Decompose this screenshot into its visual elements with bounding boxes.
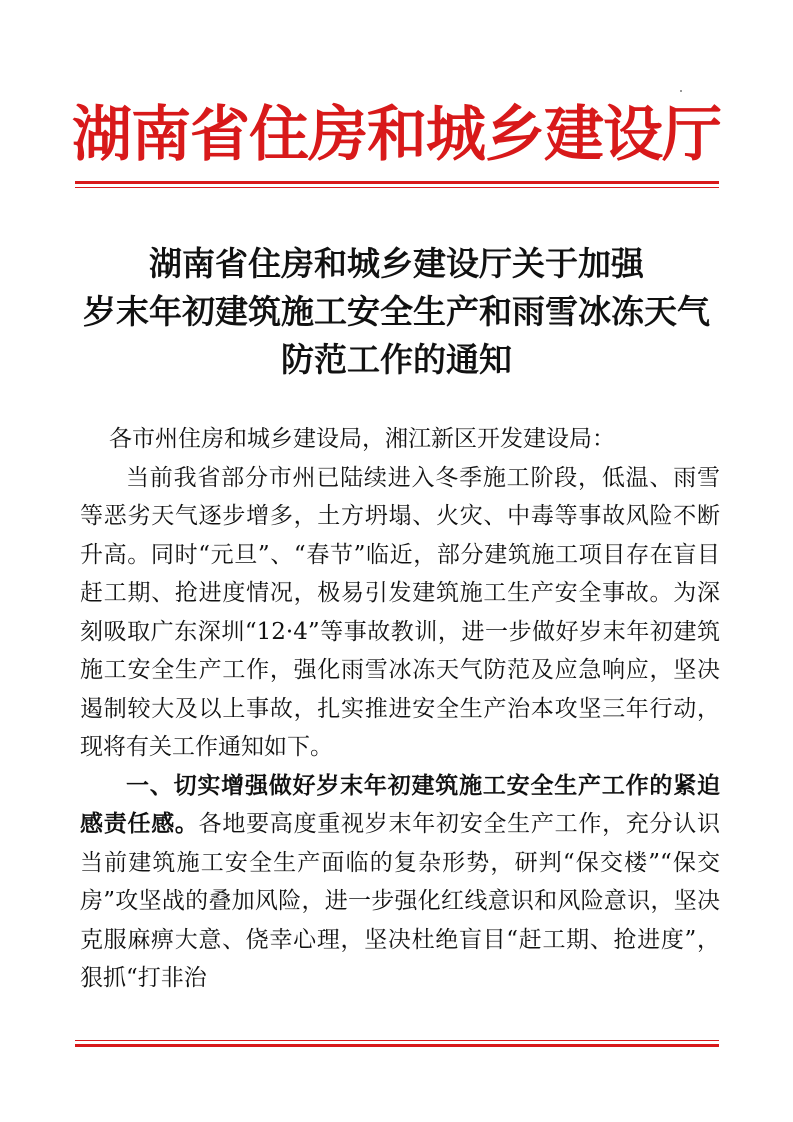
title-line-2: 岁末年初建筑施工安全生产和雨雪冰冻天气 xyxy=(83,292,710,331)
header-rule-thin xyxy=(75,187,719,188)
footer-rule-thick xyxy=(75,1044,719,1047)
scan-speck xyxy=(680,90,682,92)
document-title xyxy=(0,240,793,384)
title-line-1: 湖南省住房和城乡建设厅关于加强 xyxy=(149,244,644,283)
paragraph-intro: 当前我省部分市州已陆续进入冬季施工阶段，低温、雨雪等恶劣天气逐步增多，土方坍塌、火灾、中毒等事故风险不断升高。同时“元旦”、“春节”临近，部分建筑施工项目存在盲目赶工期、抢进度情况，极易引发建筑施工生产安全事故。为深刻吸取广东深圳“12·4”等事故教训，进一步做好岁末年初建筑施工安全生产工作，强化雨雪冰冻天气防范及应急响应，坚决遏制较大及以上事故，扎实推进安全生产治本攻坚三年行动，现将有关工作通知如下。 xyxy=(80,464,720,760)
document-body xyxy=(80,420,720,998)
salutation: 各市州住房和城乡建设局，湘江新区开发建设局： xyxy=(109,426,615,452)
footer-rule-thin xyxy=(75,1040,719,1041)
section-1 xyxy=(80,767,720,998)
section-1-text: 各地要高度重视岁末年初安全生产工作，充分认识当前建筑施工安全生产面临的复杂形势，研判“保交楼”“保交房”攻坚战的叠加风险，进一步强化红线意识和风险意识，坚决克服麻痹大意、侥幸心理，坚决杜绝盲目“赶工期、抢进度”，狠抓“打非治 xyxy=(80,811,721,991)
header-rule-thick xyxy=(75,181,719,184)
agency-header: 湖南省住房和城乡建设厅 xyxy=(72,100,721,170)
title-line-3: 防范工作的通知 xyxy=(281,340,512,379)
section-1-heading: 一、切实增强做好岁末年初建筑施工安全生产工作的紧迫感责任感。 xyxy=(80,772,720,837)
